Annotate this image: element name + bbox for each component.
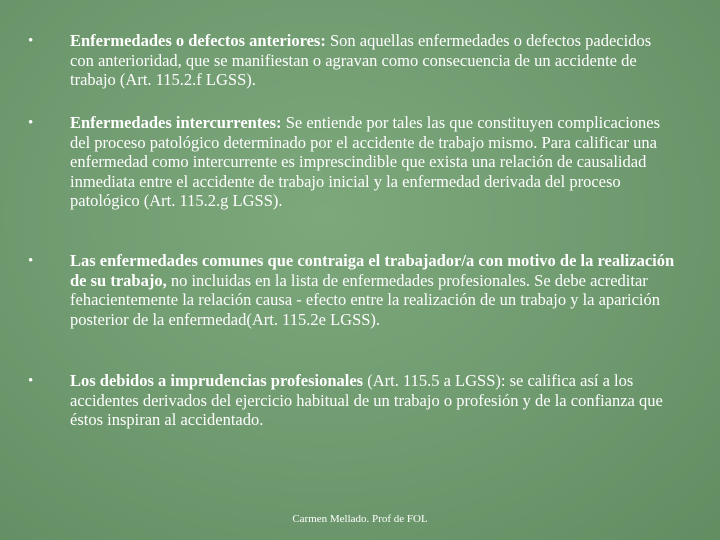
bullet-bold-term: Enfermedades o defectos anteriores: <box>70 31 326 50</box>
bullet-bold-term: Enfermedades intercurrentes: <box>70 113 282 132</box>
bullet-description: no incluidas en la lista de enfermedades profesionales. Se debe acreditar fehacientemente la relación causa - efecto entre la realización de un trabajo y la aparición posterior de la enfermedad(Art. 115.2e LGSS). <box>70 270 660 329</box>
bullet-description: Se entiende por tales las que constituyen complicaciones del proceso patológico determinado por el accidente de trabajo mismo. Para calificar una enfermedad como intercurrente es imprescindible que exista una relación de causalidad inmediata entre el accidente de trabajo inicial y la enfermedad derivada del proceso patológico (Art. 115.2.g LGSS). <box>70 113 661 210</box>
bullet-bold-term: Los debidos a imprudencias profesionales <box>70 371 364 390</box>
bullet-dot-icon: • <box>28 115 34 131</box>
bullet-description: Son aquellas enfermedades o defectos padecidos con anterioridad, que se manifiestan o agravan como consecuencia de un accidente de trabajo (Art. 115.2.f LGSS). <box>70 31 652 89</box>
bullet-text <box>70 113 678 211</box>
bullet-item-imprudencias-profesionales <box>28 371 678 430</box>
bullet-dot-icon: • <box>28 33 34 49</box>
bullet-text <box>70 251 678 329</box>
bullet-item-enfermedades-comunes <box>28 251 678 329</box>
slide-footer: Carmen Mellado. Prof de FOL <box>292 513 428 525</box>
bullet-description: (Art. 115.5 a LGSS): se califica así a los accidentes derivados del ejercicio habitual de un trabajo o profesión y de la confianza que éstos inspiran al accidentado. <box>70 371 663 429</box>
bullet-dot-icon: • <box>28 253 34 269</box>
bullet-bold-term: Las enfermedades comunes que contraiga el trabajador/a con motivo de la realización de su trabajo, <box>70 251 675 290</box>
bullet-text <box>70 31 678 90</box>
bullet-item-enfermedades-anteriores <box>28 31 678 90</box>
bullet-dot-icon: • <box>28 373 34 389</box>
bullet-item-enfermedades-intercurrentes <box>28 113 678 211</box>
bullet-text <box>70 371 678 430</box>
